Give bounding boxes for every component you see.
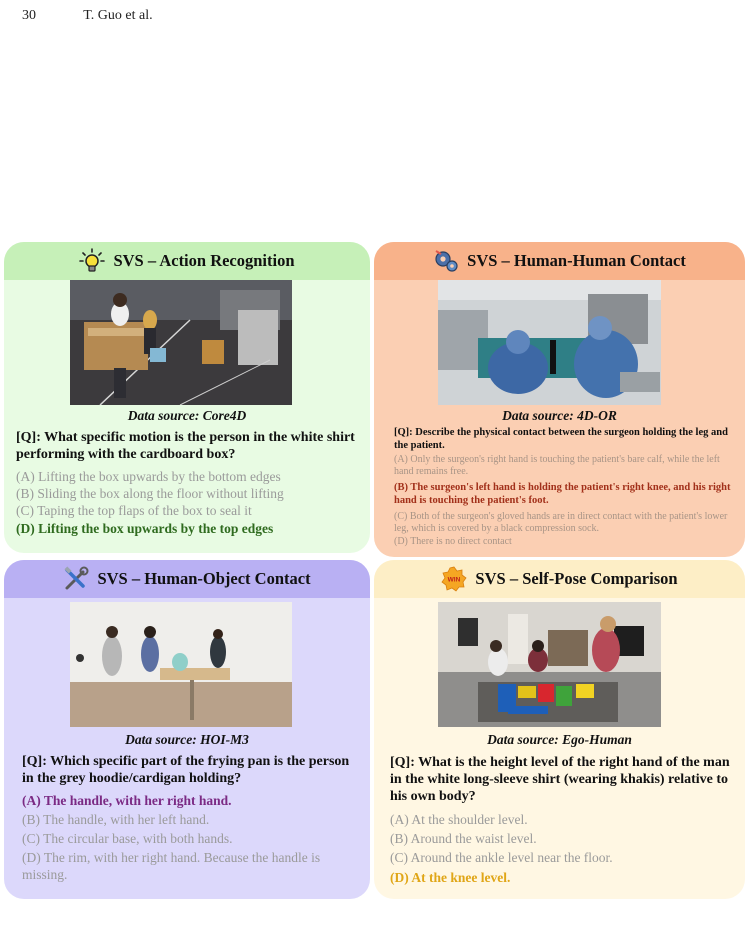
panel-action-recognition: [4, 242, 370, 553]
question-text: [Q]: Describe the physical contact between the surgeon holding the leg and the patient.: [394, 427, 728, 451]
option-b-correct: (B) The surgeon's left hand is holding the patient's right knee, and his right hand is touching the patient's foot.: [394, 482, 731, 506]
panel-self-pose-comparison: [374, 560, 745, 899]
panel-title: SVS – Self-Pose Comparison: [475, 569, 678, 588]
question-text: [Q]: What is the height level of the right hand of the man in the white long-sleeve shirt (wearing khakis) relative to his own body?: [390, 755, 730, 804]
panel-title-bar: [4, 242, 370, 280]
panel-title-bar: [374, 560, 745, 598]
data-source: Data source: 4D-OR: [502, 408, 617, 423]
option-d: (D) The rim, with her right hand. Because the handle is missing.: [22, 850, 321, 882]
option-c: (C) Taping the top flaps of the box to seal it: [16, 503, 252, 518]
win-badge-icon: [441, 566, 467, 592]
option-c: (C) Both of the surgeon's gloved hands are in direct contact with the patient's lower leg, which is covered by a black compression sock.: [394, 511, 728, 534]
question-text: [Q]: Which specific part of the frying pan is the person in the grey hoodie/cardigan holding?: [22, 754, 350, 786]
data-source: Data source: Core4D: [127, 408, 247, 423]
panel-title: SVS – Human-Object Contact: [97, 569, 311, 588]
scene-photo: [70, 280, 292, 405]
running-authors: T. Guo et al.: [83, 8, 153, 23]
page-number: 30: [22, 8, 36, 23]
option-c: (C) Around the ankle level near the floor.: [390, 850, 613, 865]
gears-icon: [433, 248, 459, 274]
question-text: [Q]: What specific motion is the person in the white shirt performing with the cardboard box?: [16, 430, 355, 462]
option-b: (B) Sliding the box along the floor without lifting: [16, 486, 284, 501]
lightbulb-icon: [79, 248, 105, 274]
option-a: (A) At the shoulder level.: [390, 812, 528, 827]
option-d-correct: (D) Lifting the box upwards by the top edges: [16, 521, 274, 536]
page-header: [22, 8, 153, 24]
win-badge-text: WIN: [448, 576, 461, 584]
panel-title-bar: [4, 560, 370, 598]
panel-human-human-contact: [374, 242, 745, 557]
option-b: (B) The handle, with her left hand.: [22, 812, 210, 827]
option-a: (A) Lifting the box upwards by the bottom edges: [16, 469, 281, 484]
option-a-correct: (A) The handle, with her right hand.: [22, 793, 232, 808]
panel-title-bar: [374, 242, 745, 280]
option-d: (D) There is no direct contact: [394, 536, 512, 547]
data-source: Data source: HOI-M3: [125, 732, 249, 747]
scene-photo: [438, 280, 661, 405]
panel-title: SVS – Action Recognition: [113, 251, 295, 270]
option-b: (B) Around the waist level.: [390, 831, 537, 846]
tools-icon: [63, 566, 89, 592]
scene-photo: [438, 602, 661, 727]
option-d-correct: (D) At the knee level.: [390, 870, 511, 885]
panel-human-object-contact: [4, 560, 370, 899]
option-c: (C) The circular base, with both hands.: [22, 831, 233, 846]
data-source: Data source: Ego-Human: [487, 732, 632, 747]
panel-title: SVS – Human-Human Contact: [467, 251, 686, 270]
scene-photo: [70, 602, 292, 727]
option-a: (A) Only the surgeon's right hand is touching the patient's bare calf, while the left hand remains free.: [394, 454, 720, 477]
